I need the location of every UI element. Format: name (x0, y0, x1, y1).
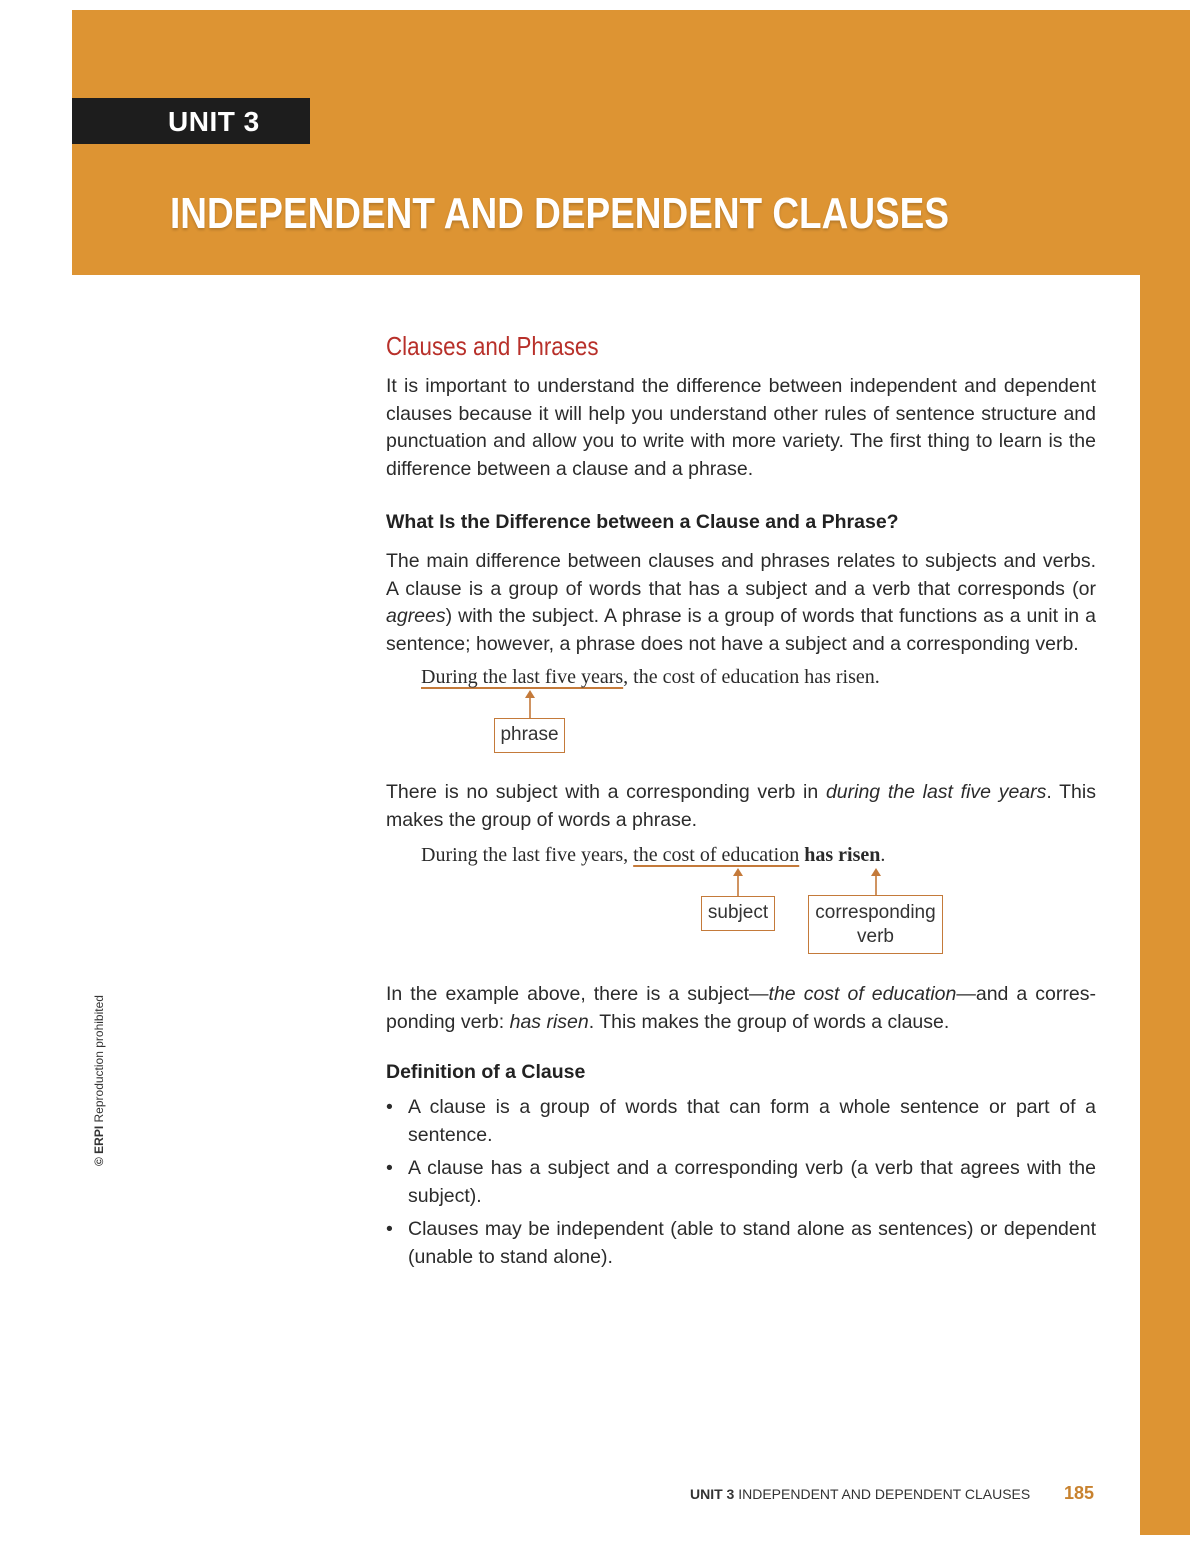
list-item-text: A clause is a group of words that can form a whole sentence or part of a sentence. (408, 1096, 1096, 1146)
example-sentence-1 (421, 664, 880, 690)
up-arrow-icon (869, 868, 883, 898)
subject-underline: the cost of education (633, 844, 800, 866)
unit-label: UNIT 3 (168, 106, 260, 137)
copyright-note (92, 995, 106, 1166)
explanation-italic: during the last five years (825, 781, 1047, 803)
list-item (386, 1094, 1096, 1149)
phrase-underline: During the last five years (421, 666, 624, 688)
page-edge-bar (1140, 10, 1190, 1535)
explanation-text: . This makes the group of words a phrase. (386, 781, 1096, 831)
footer-unit: UNIT 3 (690, 1486, 735, 1502)
explanation-text: In the example above, there is a subject— (386, 983, 769, 1005)
explanation-text: There is no subject with a corresponding verb in (386, 781, 826, 803)
phrase-label-box: phrase (494, 718, 565, 753)
example-sentence-2 (421, 842, 885, 868)
intro-paragraph: It is important to understand the difference between independent and dependent clauses because it will help you understand other rules of sentence structure and punctuation and allow you to write with more variety. The first thing to learn is the difference between a clause and a phrase. (386, 375, 1096, 480)
running-footer (690, 1486, 1030, 1502)
example-text: . (880, 844, 886, 866)
explanation-italic: has risen (509, 1010, 589, 1033)
explanation-paragraph-2 (386, 981, 1096, 1036)
footer-title: INDEPENDENT AND DEPENDENT CLAUSES (734, 1486, 1031, 1502)
page-number: 185 (1064, 1483, 1095, 1503)
example-text: , the cost of education has risen. (623, 666, 880, 688)
explanation-paragraph-1 (386, 779, 1096, 834)
section-heading: Clauses and Phrases (386, 331, 599, 361)
list-item (386, 1216, 1096, 1271)
definition-heading: Definition of a Clause (386, 1061, 586, 1083)
bullet-icon: • (386, 1218, 393, 1240)
explanation-italic: the cost of education (768, 983, 957, 1005)
definition-list (386, 1094, 1096, 1277)
bullet-icon: • (386, 1157, 393, 1179)
unit-title: INDEPENDENT AND DEPENDENT CLAUSES (170, 189, 949, 238)
verb-label-line: corresponding (815, 902, 936, 923)
list-item-text: A clause has a subject and a corresponding verb (a verb that agrees with the subject). (408, 1157, 1096, 1207)
example-text: During the last five years, (421, 844, 634, 866)
explanation-text: —and a corres-ponding verb: (386, 983, 1096, 1033)
difference-italic: agrees (386, 605, 446, 627)
difference-text: ) with the subject. A phrase is a group of words that functions as a unit in a sentence; however, a phrase does not have a subject and a corresponding verb. (386, 605, 1096, 655)
explanation-text: . This makes the group of words a clause. (588, 1010, 950, 1033)
verb-bold: has risen (804, 844, 881, 866)
bullet-icon: • (386, 1096, 393, 1118)
subject-label-box: subject (701, 896, 775, 931)
verb-label-box (808, 895, 943, 954)
list-item-text: Clauses may be independent (able to stand alone as sentences) or dependent (unable to stand alone). (408, 1218, 1096, 1268)
list-item (386, 1155, 1096, 1210)
difference-text: The main difference between clauses and phrases relates to subjects and verbs. A clause is a group of words that has a subject and a verb that corresponds (or (386, 550, 1096, 600)
up-arrow-icon (731, 868, 745, 898)
difference-heading: What Is the Difference between a Clause and a Phrase? (386, 511, 899, 533)
copyright-text: Reproduction prohibited (92, 995, 106, 1126)
difference-paragraph (386, 548, 1096, 658)
copyright-brand: © ERPI (92, 1125, 106, 1166)
up-arrow-icon (523, 690, 537, 720)
verb-label-line: verb (857, 926, 894, 947)
